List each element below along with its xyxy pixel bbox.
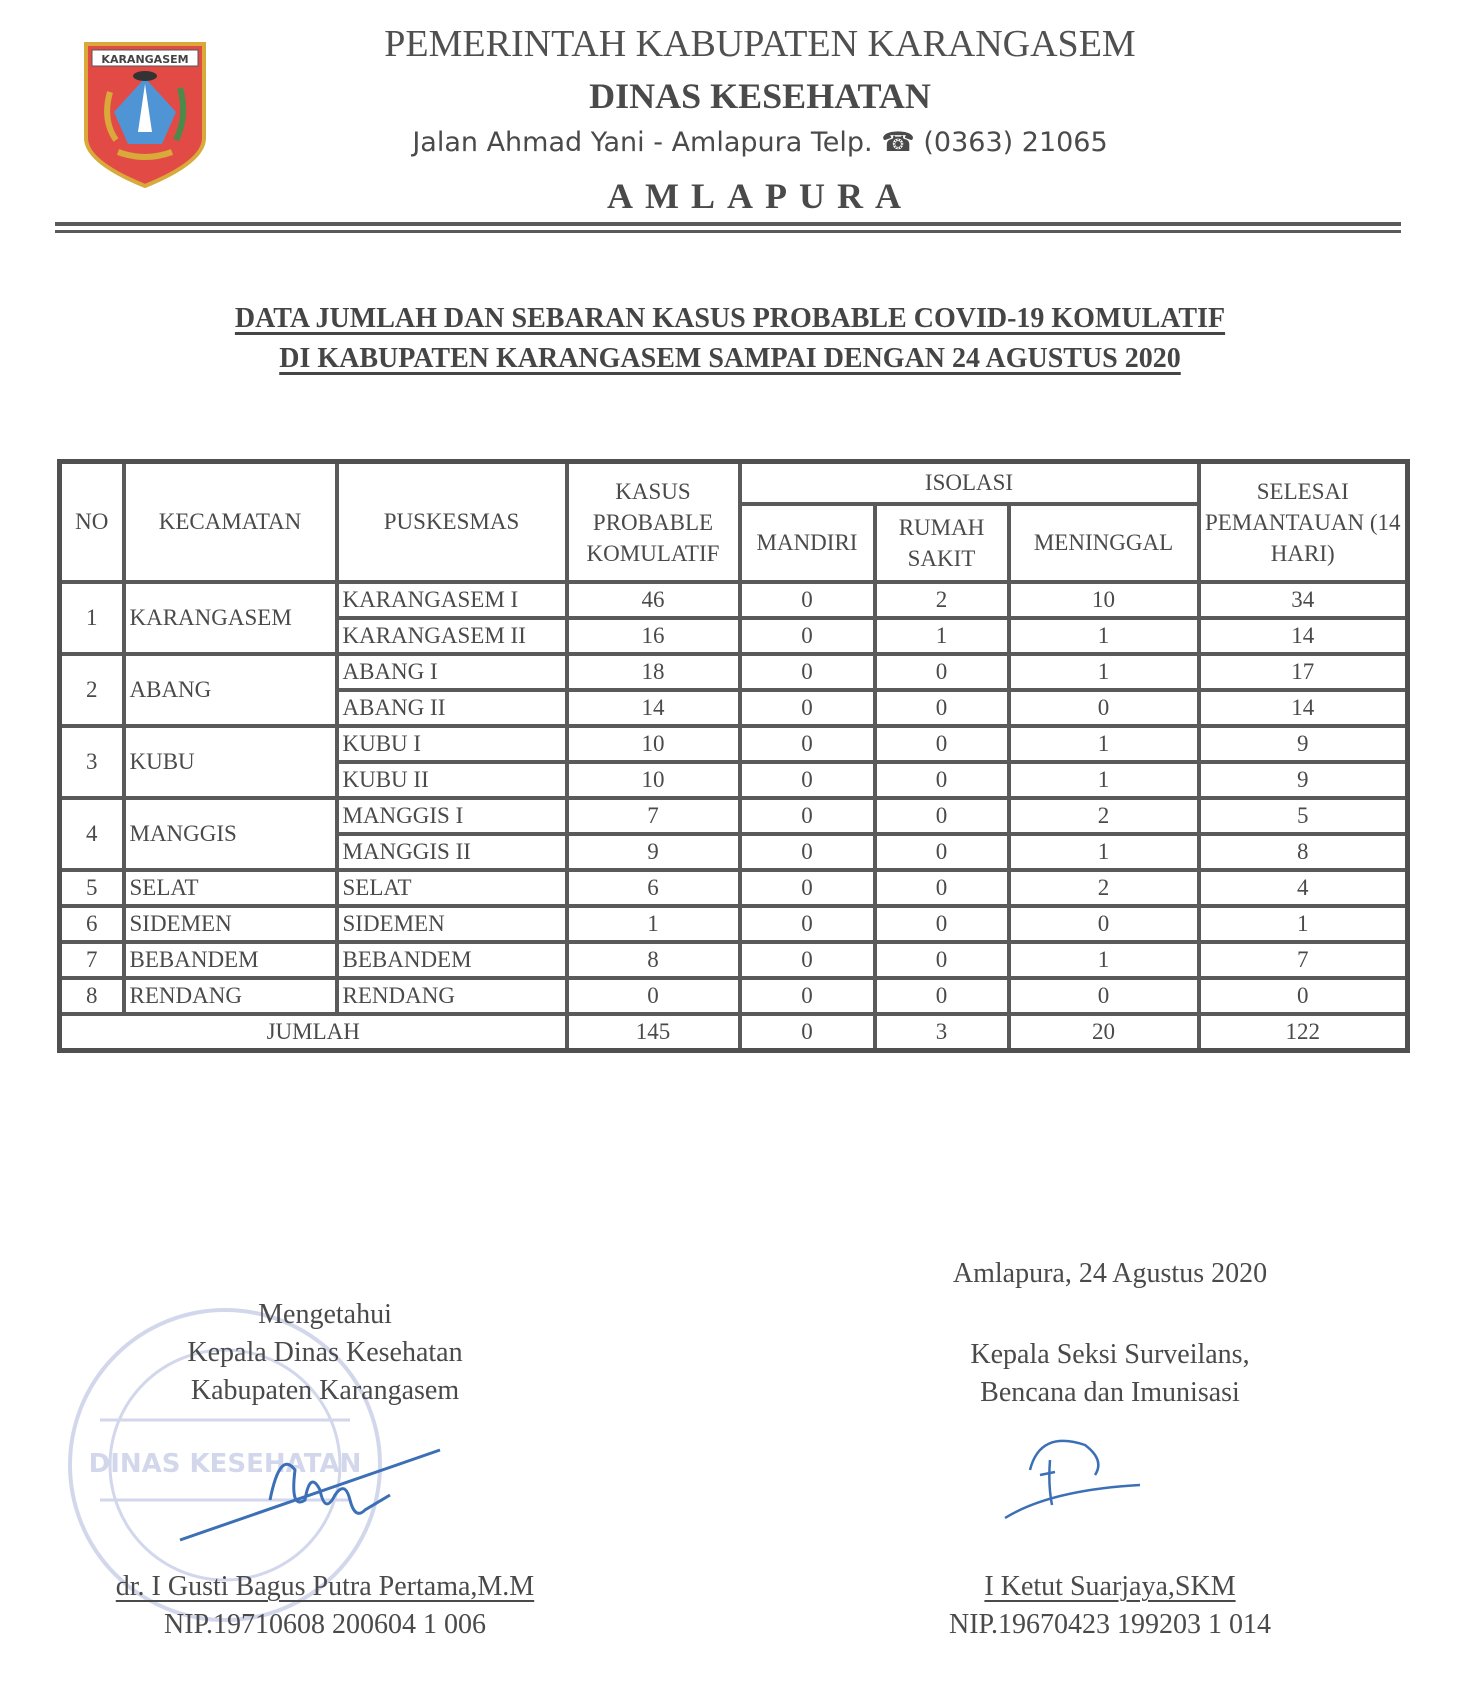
cell-no: 2 (60, 654, 124, 726)
right-position-title-2: Bencana dan Imunisasi (980, 1377, 1240, 1408)
cell-rumah-sakit: 2 (875, 582, 1009, 618)
cell-meninggal: 1 (1009, 834, 1199, 870)
cell-selesai: 9 (1199, 762, 1408, 798)
cell-meninggal: 1 (1009, 654, 1199, 690)
document-title-line-1 (120, 302, 1340, 336)
cell-kasus: 7 (567, 798, 740, 834)
cell-rumah-sakit: 0 (875, 834, 1009, 870)
cell-mandiri: 0 (740, 690, 875, 726)
cell-puskesmas: KUBU I (337, 726, 567, 762)
cell-meninggal: 1 (1009, 762, 1199, 798)
header-no: NO (60, 462, 124, 583)
left-signature-block (80, 1296, 570, 1410)
header-kecamatan: KECAMATAN (124, 462, 337, 583)
cell-mandiri: 0 (740, 654, 875, 690)
cell-kasus: 46 (567, 582, 740, 618)
cell-no: 3 (60, 726, 124, 798)
table-row (60, 654, 1408, 690)
total-label: JUMLAH (60, 1014, 567, 1051)
cell-rumah-sakit: 0 (875, 798, 1009, 834)
cell-selesai: 8 (1199, 834, 1408, 870)
cell-puskesmas: ABANG I (337, 654, 567, 690)
cell-kecamatan: BEBANDEM (124, 942, 337, 978)
table-row (60, 978, 1408, 1014)
cell-meninggal: 0 (1009, 906, 1199, 942)
header-puskesmas: PUSKESMAS (337, 462, 567, 583)
cell-kecamatan: SIDEMEN (124, 906, 337, 942)
right-signature-block (870, 1336, 1350, 1412)
header-kasus-probable: KASUS PROBABLE KOMULATIF (567, 462, 740, 583)
left-signatory (80, 1568, 570, 1644)
left-region: Kabupaten Karangasem (190, 1375, 460, 1406)
right-signatory-name: I Ketut Suarjaya,SKM (984, 1571, 1236, 1602)
table-row (60, 906, 1408, 942)
cell-rumah-sakit: 1 (875, 618, 1009, 654)
cell-rumah-sakit: 0 (875, 870, 1009, 906)
cell-kasus: 1 (567, 906, 740, 942)
cell-kecamatan: SELAT (124, 870, 337, 906)
right-place-date: Amlapura, 24 Agustus 2020 (952, 1258, 1268, 1289)
table-total-row (60, 1014, 1408, 1051)
letterhead-divider-bottom (55, 230, 1401, 233)
letterhead-city: AMLAPURA (607, 176, 913, 216)
cell-kecamatan: MANGGIS (124, 798, 337, 870)
cell-puskesmas: KARANGASEM I (337, 582, 567, 618)
stamp-text: DINAS KESEHATAN (88, 1449, 362, 1479)
left-handwritten-signature (160, 1440, 460, 1550)
cell-puskesmas: BEBANDEM (337, 942, 567, 978)
table-row (60, 726, 1408, 762)
cell-puskesmas: KARANGASEM II (337, 618, 567, 654)
right-handwritten-signature (990, 1430, 1150, 1530)
total-kasus: 145 (567, 1014, 740, 1051)
cell-no: 4 (60, 798, 124, 870)
cell-no: 7 (60, 942, 124, 978)
cell-mandiri: 0 (740, 618, 875, 654)
table-row (60, 798, 1408, 834)
cell-kasus: 10 (567, 762, 740, 798)
cell-meninggal: 0 (1009, 978, 1199, 1014)
cell-rumah-sakit: 0 (875, 942, 1009, 978)
left-signatory-name: dr. I Gusti Bagus Putra Pertama,M.M (115, 1571, 535, 1602)
cell-mandiri: 0 (740, 906, 875, 942)
cell-meninggal: 2 (1009, 870, 1199, 906)
cell-mandiri: 0 (740, 798, 875, 834)
cell-kasus: 0 (567, 978, 740, 1014)
left-acknowledged-label: Mengetahui (258, 1299, 392, 1330)
cell-kasus: 18 (567, 654, 740, 690)
cell-puskesmas: SELAT (337, 870, 567, 906)
table-row (60, 582, 1408, 618)
cell-no: 1 (60, 582, 124, 654)
cell-no: 8 (60, 978, 124, 1014)
letterhead-address: Jalan Ahmad Yani - Amlapura Telp. ☎ (0363) 21065 (412, 127, 1108, 158)
header-isolasi: ISOLASI (740, 462, 1199, 505)
cell-selesai: 34 (1199, 582, 1408, 618)
left-signatory-nip: NIP.19710608 200604 1 006 (163, 1609, 486, 1640)
cell-rumah-sakit: 0 (875, 762, 1009, 798)
cell-no: 6 (60, 906, 124, 942)
total-selesai: 122 (1199, 1014, 1408, 1051)
logo-text: KARANGASEM (101, 53, 189, 66)
document-title-line-2 (120, 342, 1340, 376)
cell-puskesmas: KUBU II (337, 762, 567, 798)
title-line-2-text: DI KABUPATEN KARANGASEM SAMPAI DENGAN 24 AGUSTUS 2020 (279, 343, 1181, 374)
cell-mandiri: 0 (740, 726, 875, 762)
cell-kasus: 14 (567, 690, 740, 726)
letterhead-government-name: PEMERINTAH KABUPATEN KARANGASEM (384, 23, 1136, 65)
cell-kecamatan: RENDANG (124, 978, 337, 1014)
cell-mandiri: 0 (740, 870, 875, 906)
cell-rumah-sakit: 0 (875, 978, 1009, 1014)
right-signatory-nip: NIP.19670423 199203 1 014 (948, 1609, 1271, 1640)
cell-mandiri: 0 (740, 978, 875, 1014)
cell-selesai: 4 (1199, 870, 1408, 906)
cell-meninggal: 1 (1009, 726, 1199, 762)
header-rumah-sakit: RUMAH SAKIT (875, 504, 1009, 582)
cell-selesai: 7 (1199, 942, 1408, 978)
cell-puskesmas: ABANG II (337, 690, 567, 726)
cell-selesai: 9 (1199, 726, 1408, 762)
cell-mandiri: 0 (740, 582, 875, 618)
cell-selesai: 1 (1199, 906, 1408, 942)
cell-kecamatan: ABANG (124, 654, 337, 726)
cell-selesai: 17 (1199, 654, 1408, 690)
cell-kasus: 6 (567, 870, 740, 906)
cell-rumah-sakit: 0 (875, 654, 1009, 690)
cell-meninggal: 1 (1009, 618, 1199, 654)
cell-meninggal: 2 (1009, 798, 1199, 834)
title-line-1-text: DATA JUMLAH DAN SEBARAN KASUS PROBABLE COVID-19 KOMULATIF (234, 303, 1226, 334)
cell-selesai: 14 (1199, 690, 1408, 726)
right-signatory (870, 1568, 1350, 1644)
cell-no: 5 (60, 870, 124, 906)
table-body (60, 582, 1408, 1051)
table-row (60, 942, 1408, 978)
left-position-title: Kepala Dinas Kesehatan (187, 1337, 463, 1368)
total-rumah-sakit: 3 (875, 1014, 1009, 1051)
cell-rumah-sakit: 0 (875, 690, 1009, 726)
table-header (60, 462, 1408, 583)
cell-mandiri: 0 (740, 942, 875, 978)
cell-puskesmas: MANGGIS I (337, 798, 567, 834)
cell-kasus: 9 (567, 834, 740, 870)
karangasem-coat-of-arms-logo (82, 40, 208, 190)
cell-puskesmas: MANGGIS II (337, 834, 567, 870)
cell-meninggal: 1 (1009, 942, 1199, 978)
cell-meninggal: 0 (1009, 690, 1199, 726)
cell-puskesmas: SIDEMEN (337, 906, 567, 942)
header-meninggal: MENINGGAL (1009, 504, 1199, 582)
cell-kecamatan: KARANGASEM (124, 582, 337, 654)
cell-kasus: 16 (567, 618, 740, 654)
cell-puskesmas: RENDANG (337, 978, 567, 1014)
covid-cases-table (57, 459, 1410, 1053)
letterhead-agency-name: DINAS KESEHATAN (589, 76, 931, 116)
cell-selesai: 14 (1199, 618, 1408, 654)
header-mandiri: MANDIRI (740, 504, 875, 582)
cell-kecamatan: KUBU (124, 726, 337, 798)
cell-mandiri: 0 (740, 762, 875, 798)
cell-kasus: 10 (567, 726, 740, 762)
cell-meninggal: 10 (1009, 582, 1199, 618)
cell-kasus: 8 (567, 942, 740, 978)
cell-mandiri: 0 (740, 834, 875, 870)
cell-rumah-sakit: 0 (875, 726, 1009, 762)
letterhead-divider-top (55, 222, 1401, 226)
right-position-title: Kepala Seksi Surveilans, (970, 1339, 1250, 1370)
total-meninggal: 20 (1009, 1014, 1199, 1051)
cell-selesai: 0 (1199, 978, 1408, 1014)
table-row (60, 870, 1408, 906)
cell-rumah-sakit: 0 (875, 906, 1009, 942)
cell-selesai: 5 (1199, 798, 1408, 834)
total-mandiri: 0 (740, 1014, 875, 1051)
header-selesai-pemantauan: SELESAI PEMANTAUAN (14 HARI) (1199, 462, 1408, 583)
